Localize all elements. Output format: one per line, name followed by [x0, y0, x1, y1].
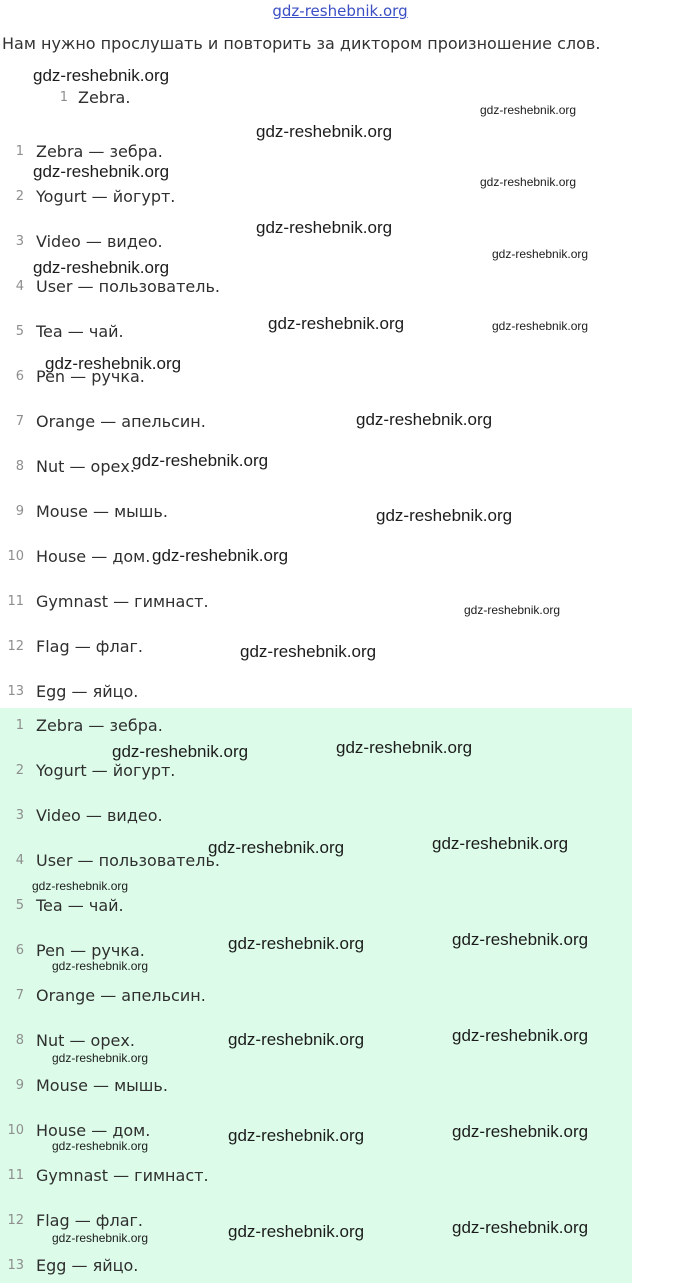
item-text: Orange — апельсин.: [36, 986, 206, 1005]
item-number: 13: [7, 684, 24, 699]
item-number: 2: [15, 189, 24, 204]
item-text: Zebra — зебра.: [36, 716, 163, 735]
watermark: gdz-reshebnik.org: [228, 1030, 365, 1049]
item-number: 13: [7, 1258, 24, 1273]
watermark: gdz-reshebnik.org: [152, 546, 289, 565]
item-number: 6: [15, 369, 24, 384]
item-text: Egg — яйцо.: [36, 682, 139, 701]
item-number: 5: [15, 324, 24, 339]
watermark: gdz-reshebnik.org: [432, 834, 569, 853]
watermark: gdz-reshebnik.org: [452, 1122, 589, 1141]
watermark: gdz-reshebnik.org: [480, 175, 577, 189]
list-item: [0, 895, 600, 917]
list-item: [0, 411, 600, 433]
item-text: Video — видео.: [36, 806, 163, 825]
watermark: gdz-reshebnik.org: [492, 319, 589, 333]
watermark: gdz-reshebnik.org: [452, 930, 589, 949]
item-text: Flag — флаг.: [36, 1211, 143, 1230]
item-text: Nut — орех.: [36, 1031, 135, 1050]
watermark: gdz-reshebnik.org: [268, 314, 405, 333]
item-number: 1: [15, 144, 24, 159]
item-text: Tea — чай.: [36, 896, 124, 915]
item-number: 2: [15, 763, 24, 778]
watermark: gdz-reshebnik.org: [256, 218, 393, 237]
item-number: 3: [15, 808, 24, 823]
watermark: gdz-reshebnik.org: [52, 1051, 149, 1065]
watermark: gdz-reshebnik.org: [112, 742, 249, 761]
watermark: gdz-reshebnik.org: [228, 1126, 365, 1145]
item-number: 9: [15, 504, 24, 519]
item-number: 7: [15, 414, 24, 429]
watermark: gdz-reshebnik.org: [452, 1218, 589, 1237]
item-text: Zebra — зебра.: [36, 142, 163, 161]
watermark: gdz-reshebnik.org: [240, 642, 377, 661]
list-item: [0, 276, 600, 298]
watermark: gdz-reshebnik.org: [52, 959, 149, 973]
site-link[interactable]: gdz-reshebnik.org: [272, 2, 408, 20]
item-number: 12: [7, 1213, 24, 1228]
item-text: Tea — чай.: [36, 322, 124, 341]
list-item: [0, 1075, 600, 1097]
item-text: Mouse — мышь.: [36, 1076, 168, 1095]
item-text: Pen — ручка.: [36, 941, 145, 960]
watermark: gdz-reshebnik.org: [228, 1222, 365, 1241]
item-number: 6: [15, 943, 24, 958]
item-number: 1: [15, 718, 24, 733]
item-text: House — дом.: [36, 547, 151, 566]
watermark: gdz-reshebnik.org: [33, 258, 170, 277]
watermark: gdz-reshebnik.org: [228, 934, 365, 953]
list-item: [0, 1255, 600, 1277]
item-text: Pen — ручка.: [36, 367, 145, 386]
list-item: [0, 546, 600, 568]
watermark: gdz-reshebnik.org: [132, 451, 269, 470]
watermark: gdz-reshebnik.org: [208, 838, 345, 857]
list-item: [0, 186, 600, 208]
watermark: gdz-reshebnik.org: [452, 1026, 589, 1045]
item-text: Video — видео.: [36, 232, 163, 251]
watermark: gdz-reshebnik.org: [464, 603, 561, 617]
item-number: 4: [15, 853, 24, 868]
item-text: Orange — апельсин.: [36, 412, 206, 431]
list-item: [0, 715, 600, 737]
item-number: 10: [7, 549, 24, 564]
list-item: [0, 456, 600, 478]
watermark: gdz-reshebnik.org: [376, 506, 513, 525]
item-number: 8: [15, 459, 24, 474]
watermark: gdz-reshebnik.org: [492, 247, 589, 261]
item-number: 3: [15, 234, 24, 249]
item-text: Yogurt — йогурт.: [36, 761, 176, 780]
list-item: [0, 1165, 600, 1187]
answer-block: [0, 708, 632, 1283]
item-number: 11: [7, 1168, 24, 1183]
list-item: [0, 141, 600, 163]
item-text: Mouse — мышь.: [36, 502, 168, 521]
instruction-text: Нам нужно прослушать и повторить за диктором произношение слов.: [2, 34, 601, 53]
item-number: 9: [15, 1078, 24, 1093]
watermark: gdz-reshebnik.org: [256, 122, 393, 141]
item-number: 8: [15, 1033, 24, 1048]
watermark: gdz-reshebnik.org: [52, 1139, 149, 1153]
item-text: User — пользователь.: [36, 277, 220, 296]
item-text: Yogurt — йогурт.: [36, 187, 176, 206]
item-text: Nut — орех.: [36, 457, 135, 476]
item-number: 5: [15, 898, 24, 913]
item-text: Gymnast — гимнаст.: [36, 592, 209, 611]
watermark: gdz-reshebnik.org: [480, 103, 577, 117]
item-number: 10: [7, 1123, 24, 1138]
list-item: [0, 681, 600, 703]
watermark: gdz-reshebnik.org: [33, 66, 170, 85]
watermark: gdz-reshebnik.org: [52, 1231, 149, 1245]
list-item: [0, 760, 600, 782]
item-text: House — дом.: [36, 1121, 151, 1140]
item-number: 7: [15, 988, 24, 1003]
item-number: 1: [59, 90, 68, 105]
list-item: [0, 805, 600, 827]
item-text: Gymnast — гимнаст.: [36, 1166, 209, 1185]
item-text: Zebra.: [78, 88, 131, 107]
watermark: gdz-reshebnik.org: [45, 354, 182, 373]
item-text: User — пользователь.: [36, 851, 220, 870]
watermark: gdz-reshebnik.org: [336, 738, 473, 757]
watermark: gdz-reshebnik.org: [32, 879, 129, 893]
item-number: 12: [7, 639, 24, 654]
list-item: [0, 985, 600, 1007]
item-text: Egg — яйцо.: [36, 1256, 139, 1275]
item-number: 4: [15, 279, 24, 294]
watermark: gdz-reshebnik.org: [356, 410, 493, 429]
watermark: gdz-reshebnik.org: [33, 162, 170, 181]
item-number: 11: [7, 594, 24, 609]
item-text: Flag — флаг.: [36, 637, 143, 656]
